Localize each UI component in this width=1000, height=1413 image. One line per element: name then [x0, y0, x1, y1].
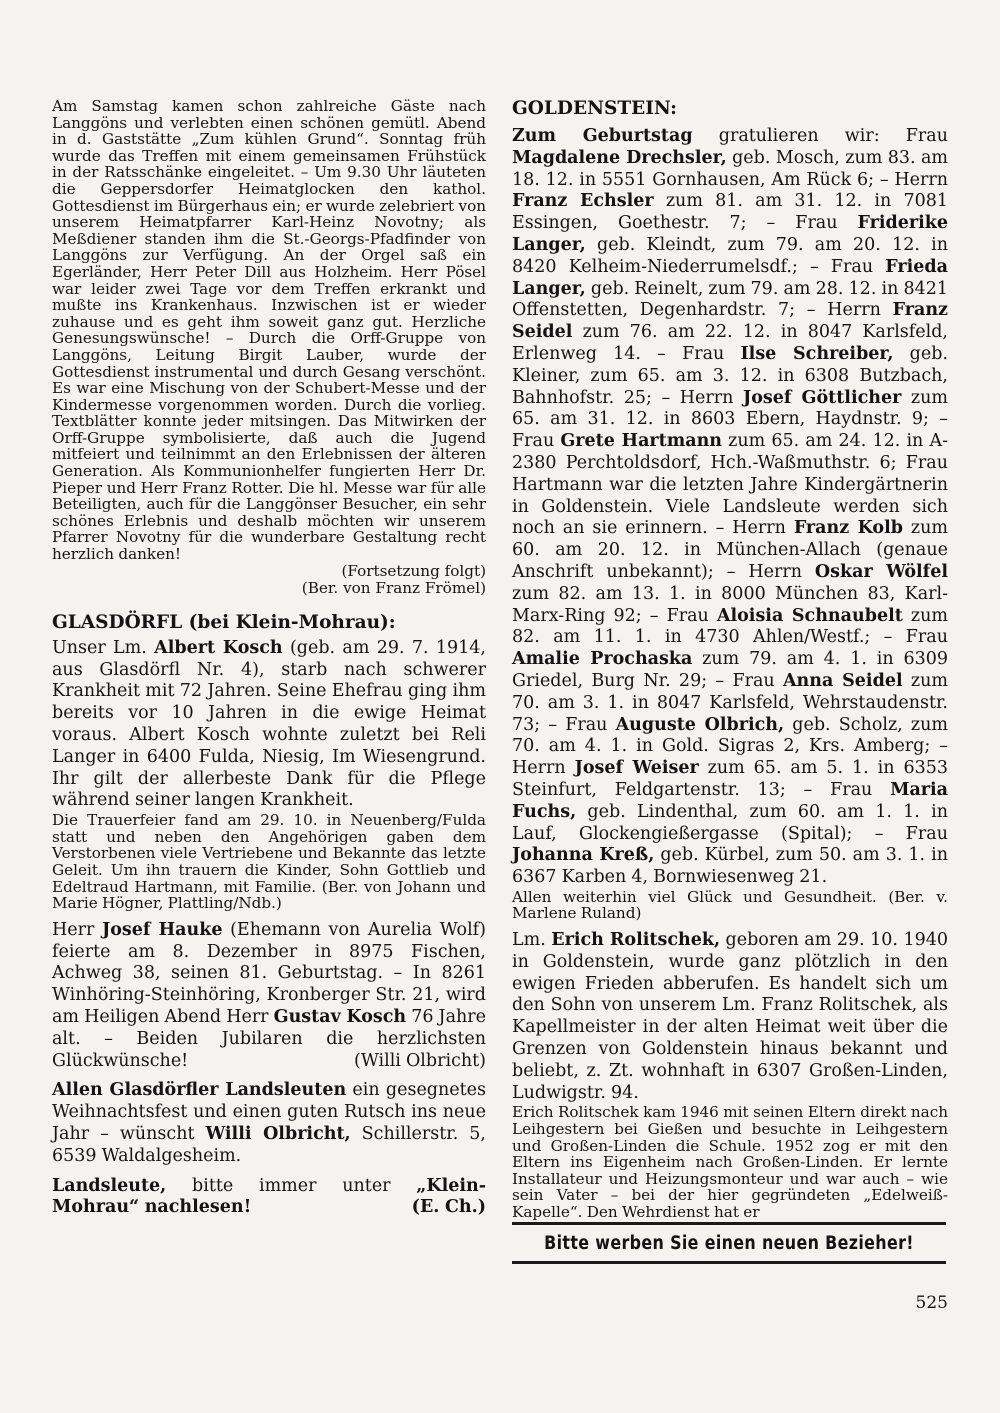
text: zum 65. am 31. 12. in 8603 Ebern, Haydnstr. 9; – Frau	[512, 387, 948, 452]
person-name: Gustav Kosch	[273, 1006, 407, 1027]
person-name: Aloisia Schnaubelt	[716, 605, 903, 626]
person-name: Josef Göttlicher	[742, 387, 902, 408]
text: (geb. am 29. 7. 1914, aus Glasdörfl Nr. 4), starb nach schwerer Krankheit mit 72 Jahren. Seine Ehefrau ging ihm bereits vor 10 Jahren in die ewige Heimat voraus. Albert Kosch wohnte zuletzt bei Reli Langer in 6400 Fulda, Niesig, Im Wiesengrund. Ihr gilt der allerbeste Dank für die Pflege während seiner langen Krankheit.	[52, 637, 486, 811]
person-name: Ilse Schreiber,	[740, 343, 894, 364]
person-name: Josef Hauke	[101, 919, 223, 940]
text: geb. Kürbel, zum 50. am 3. 1. in 6367 Karben 4, Bornwiesenweg 21.	[512, 845, 948, 888]
person-name: Albert Kosch	[154, 637, 283, 658]
text: geb. Kleiner, zum 65. am 3. 12. in 6308 Butzbach, Bahnhofstr. 25; – Herrn	[512, 343, 949, 408]
banner-text: Bitte werben Sie einen neuen Bezieher!	[544, 1233, 914, 1254]
person-name: Auguste Olbrich,	[615, 714, 785, 735]
obituary-albert-kosch	[52, 638, 486, 812]
text: zum 82. am 11. 1. in 4730 Ahlen/Westf.; – Frau	[512, 605, 948, 648]
person-name: Magdalene Drechsler,	[512, 147, 727, 168]
notice-bold: „Klein-Mohrau“ nachlesen!	[52, 1175, 486, 1218]
text: geb. Kleindt, zum 79. am 20. 12. in 8420 Kelheim-Niederrumelsdf.; – Frau	[512, 234, 948, 277]
article-text: Am Samstag kamen schon zahlreiche Gäste nach Langgöns und verlebten einen schönen gemütl. Abend in d. Gaststätte „Zum kühlen Grund“. Sonntag früh wurde das Treffen mit einem gemeinsamen Frühstück in der Ratsschänke eingeleitet. – Um 9.30 Uhr läuteten die Geppersdorfer Heimatglocken den kathol. Gottesdienst im Bürgerhaus ein; er wurde zelebriert von unserem Heimatpfarrer Karl-Heinz Novotny; als Meßdiener standen ihm die St.-Georgs-Pfadfinder von Langgöns zur Verfügung. An der Orgel saß ein Egerländer, Herr Peter Dill aus Holzheim. Herr Pösel war leider zwei Tage vor dem Treffen erkrankt und mußte ins Krankenhaus. Inzwischen ist er wieder zuhause und es geht ihm soweit ganz gut. Herzliche Genesungswünsche! – Durch die Orff-Gruppe von Langgöns, Leitung Birgit Lauber, wurde der Gottesdienst instrumental und durch Gesang verschönt. Es war eine Mischung von der Schubert-Messe und der Kindermesse vorgenommen worden. Durch die vorlieg. Textblätter konnte jeder mitsingen. Das Mitwirken der Orff-Gruppe symbolisierte, daß auch die Jugend mitfeiert und teilnimmt an den Erlebnissen der älteren Generation. Als Kommunionhelfer fungierten Herr Dr. Pieper und Herr Franz Rotter. Die hl. Messe war für alle Beteiligten, auch für die Langgönser Besucher, ein sehr schönes Erlebnis und deshalb möchten wir unserem Pfarrer Novotny für die wunderbare Gestaltung recht herzlich danken!	[52, 97, 486, 564]
obituary-erich-rolitschek	[512, 930, 948, 1104]
signature-author: (Ber. von Franz Frömel)	[301, 579, 486, 598]
text: zum 79. am 4. 1. in 6309 Griedel, Burg Nr. 29; – Frau	[512, 649, 948, 691]
person-name: Amalie Prochaska	[512, 649, 693, 670]
right-column	[512, 98, 948, 1221]
person-name: Willi Olbricht,	[205, 1123, 351, 1144]
text: zum 81. am 31. 12. in 7081 Essingen, Goethestr. 7; – Frau	[512, 191, 948, 234]
birthday-list-goldenstein	[512, 126, 948, 889]
text: Allen weiterhin viel Glück und Gesundheit. (Ber. v. Marlene Ruland)	[512, 887, 948, 923]
text: zum 65. am 24. 12. in A-2380 Perchtoldsdorf, Hch.-Waßmuthstr. 6; Frau Hartmann war die letzten Jahre Kindergärtnerin in Goldenstein. Viele Landsleute werden sich noch an sie erinnern. – Herrn	[512, 431, 949, 539]
text: zum 76. am 22. 12. in 8047 Karlsfeld, Erlenweg 14. – Frau	[512, 322, 948, 364]
signature: (E. Ch.)	[411, 1197, 486, 1218]
christmas-greeting	[52, 1080, 486, 1167]
notice-bold: Landsleute,	[52, 1175, 167, 1196]
text: Die Trauerfeier fand am 29. 10. in Neuenberg/Fulda statt und neben den Angehörigen gaben dem Verstorbenen viele Vertriebene und Bekannte das letzte Geleit. Um ihn trauern die Kinder, Sohn Gottlieb und Edeltraud Hartmann, mit Familie. (Ber. von Johann und Marie Högner, Plattling/Ndb.)	[52, 811, 486, 913]
page-number: 525	[915, 1293, 948, 1313]
person-name: Josef Weiser	[574, 758, 699, 779]
subscriber-banner	[512, 1222, 946, 1264]
person-name: Frieda Langer,	[512, 256, 948, 299]
text: Lm.	[512, 930, 552, 951]
text: Erich Rolitschek kam 1946 mit seinen Eltern direkt nach Leihgestern bei Gießen und besuchte in Leihgestern und Großen-Linden die Schule. 1952 zog er mit den Eltern ins Eigenheim nach Großen-Linden. Er lernte Installateur und Heizungsmonteur und war auch – wie sein Vater – bei der hier gegründeten „Edelweiß-Kapelle“. Den Wehrdienst hat er	[512, 1103, 948, 1222]
person-name: Franz Seidel	[512, 300, 948, 343]
text: geb. Reinelt, zum 79. am 28. 12. in 8421 Offenstetten, Degenhardstr. 7; – Herrn	[512, 278, 948, 321]
obituary-continued	[512, 1104, 948, 1220]
person-name: Friderike Langer,	[512, 213, 948, 255]
text: zum 82. am 13. 1. in 8000 München 83, Karl-Marx-Ring 92; – Frau	[512, 583, 948, 626]
text: bitte immer unter	[166, 1175, 417, 1196]
text: ein gesegnetes Weihnachtsfest und einen guten Rutsch ins neue Jahr – wünscht	[52, 1080, 486, 1144]
text: zum 65. am 5. 1. in 6353 Steinfurt, Feldgartenstr. 13; – Frau	[512, 758, 948, 800]
text: geb. Mosch, zum 83. am 18. 12. in 5551 Gornhausen, Am Rück 6; – Herrn	[512, 147, 948, 190]
person-name: Erich Rolitschek,	[551, 930, 721, 951]
signature-continued: (Fortsetzung folgt)	[341, 561, 486, 580]
person-name: Oskar Wölfel	[814, 561, 948, 582]
section-heading-glasdoerfl: GLASDÖRFL (bei Klein-Mohrau):	[52, 611, 396, 633]
reading-notice	[52, 1176, 486, 1220]
text: Schillerstr. 5, 6539 Waldalgesheim.	[52, 1123, 486, 1166]
section-heading-goldenstein: GOLDENSTEIN:	[512, 98, 677, 119]
text: Unser Lm.	[52, 637, 155, 658]
birthday-notes-glasdoerfl	[52, 920, 486, 1073]
text: zum 60. am 20. 12. in München-Allach (genaue Anschrift unbekannt); – Herrn	[512, 518, 948, 582]
text: zum 70. am 3. 1. in 8047 Karlsfeld, Wehrstaudenstr. 73; – Frau	[512, 670, 948, 735]
person-name: Grete Hartmann	[560, 431, 723, 452]
text: gratulieren wir: Frau	[692, 126, 948, 146]
signature: (Willi Olbricht)	[354, 1050, 486, 1071]
text: 76 Jahre alt. – Beiden Jubilaren die herzlichsten Glückwünsche!	[52, 1006, 486, 1071]
person-name: Franz Echsler	[512, 191, 654, 212]
person-name: Maria Fuchs,	[512, 779, 948, 822]
person-name: Franz Kolb	[793, 518, 903, 539]
left-column	[52, 98, 486, 1219]
text: geb. Scholz, zum 70. am 4. 1. in Gold. Sigras 2, Krs. Amberg; – Herrn	[512, 714, 948, 779]
text: Herr	[52, 919, 102, 940]
text: geb. Lindenthal, zum 60. am 1. 1. in Lauf, Glockengießergasse (Spital); – Frau	[512, 801, 948, 844]
person-name: Anna Seidel	[782, 670, 903, 691]
funeral-report	[52, 812, 486, 912]
best-wishes-note	[512, 889, 948, 922]
greeting-recipients: Allen Glasdörfler Landsleuten	[52, 1080, 347, 1101]
text: (Ehemann von Aurelia Wolf) feierte am 8. Dezember in 8975 Fischen, Achweg 38, seinen 81. Geburtstag. – In 8261 Winhöring-Steinhöring, Kronberger Str. 21, wird am Heiligen Abend Herr	[52, 919, 486, 1027]
article-langgoens	[52, 98, 486, 563]
intro-bold: Zum Geburtstag	[512, 126, 693, 146]
person-name: Johanna Kreß,	[512, 845, 655, 866]
text: geboren am 29. 10. 1940 in Goldenstein, wurde ganz plötzlich in den ewigen Frieden abberufen. Es handelt sich um den Sohn von unserem Lm. Franz Rolitschek, als Kapellmeister in der alten Heimat weit über die Grenzen von Goldenstein hinaus bekannt und beliebt, z. Zt. wohnhaft in 6307 Großen-Linden, Ludwigstr. 94.	[512, 930, 948, 1103]
